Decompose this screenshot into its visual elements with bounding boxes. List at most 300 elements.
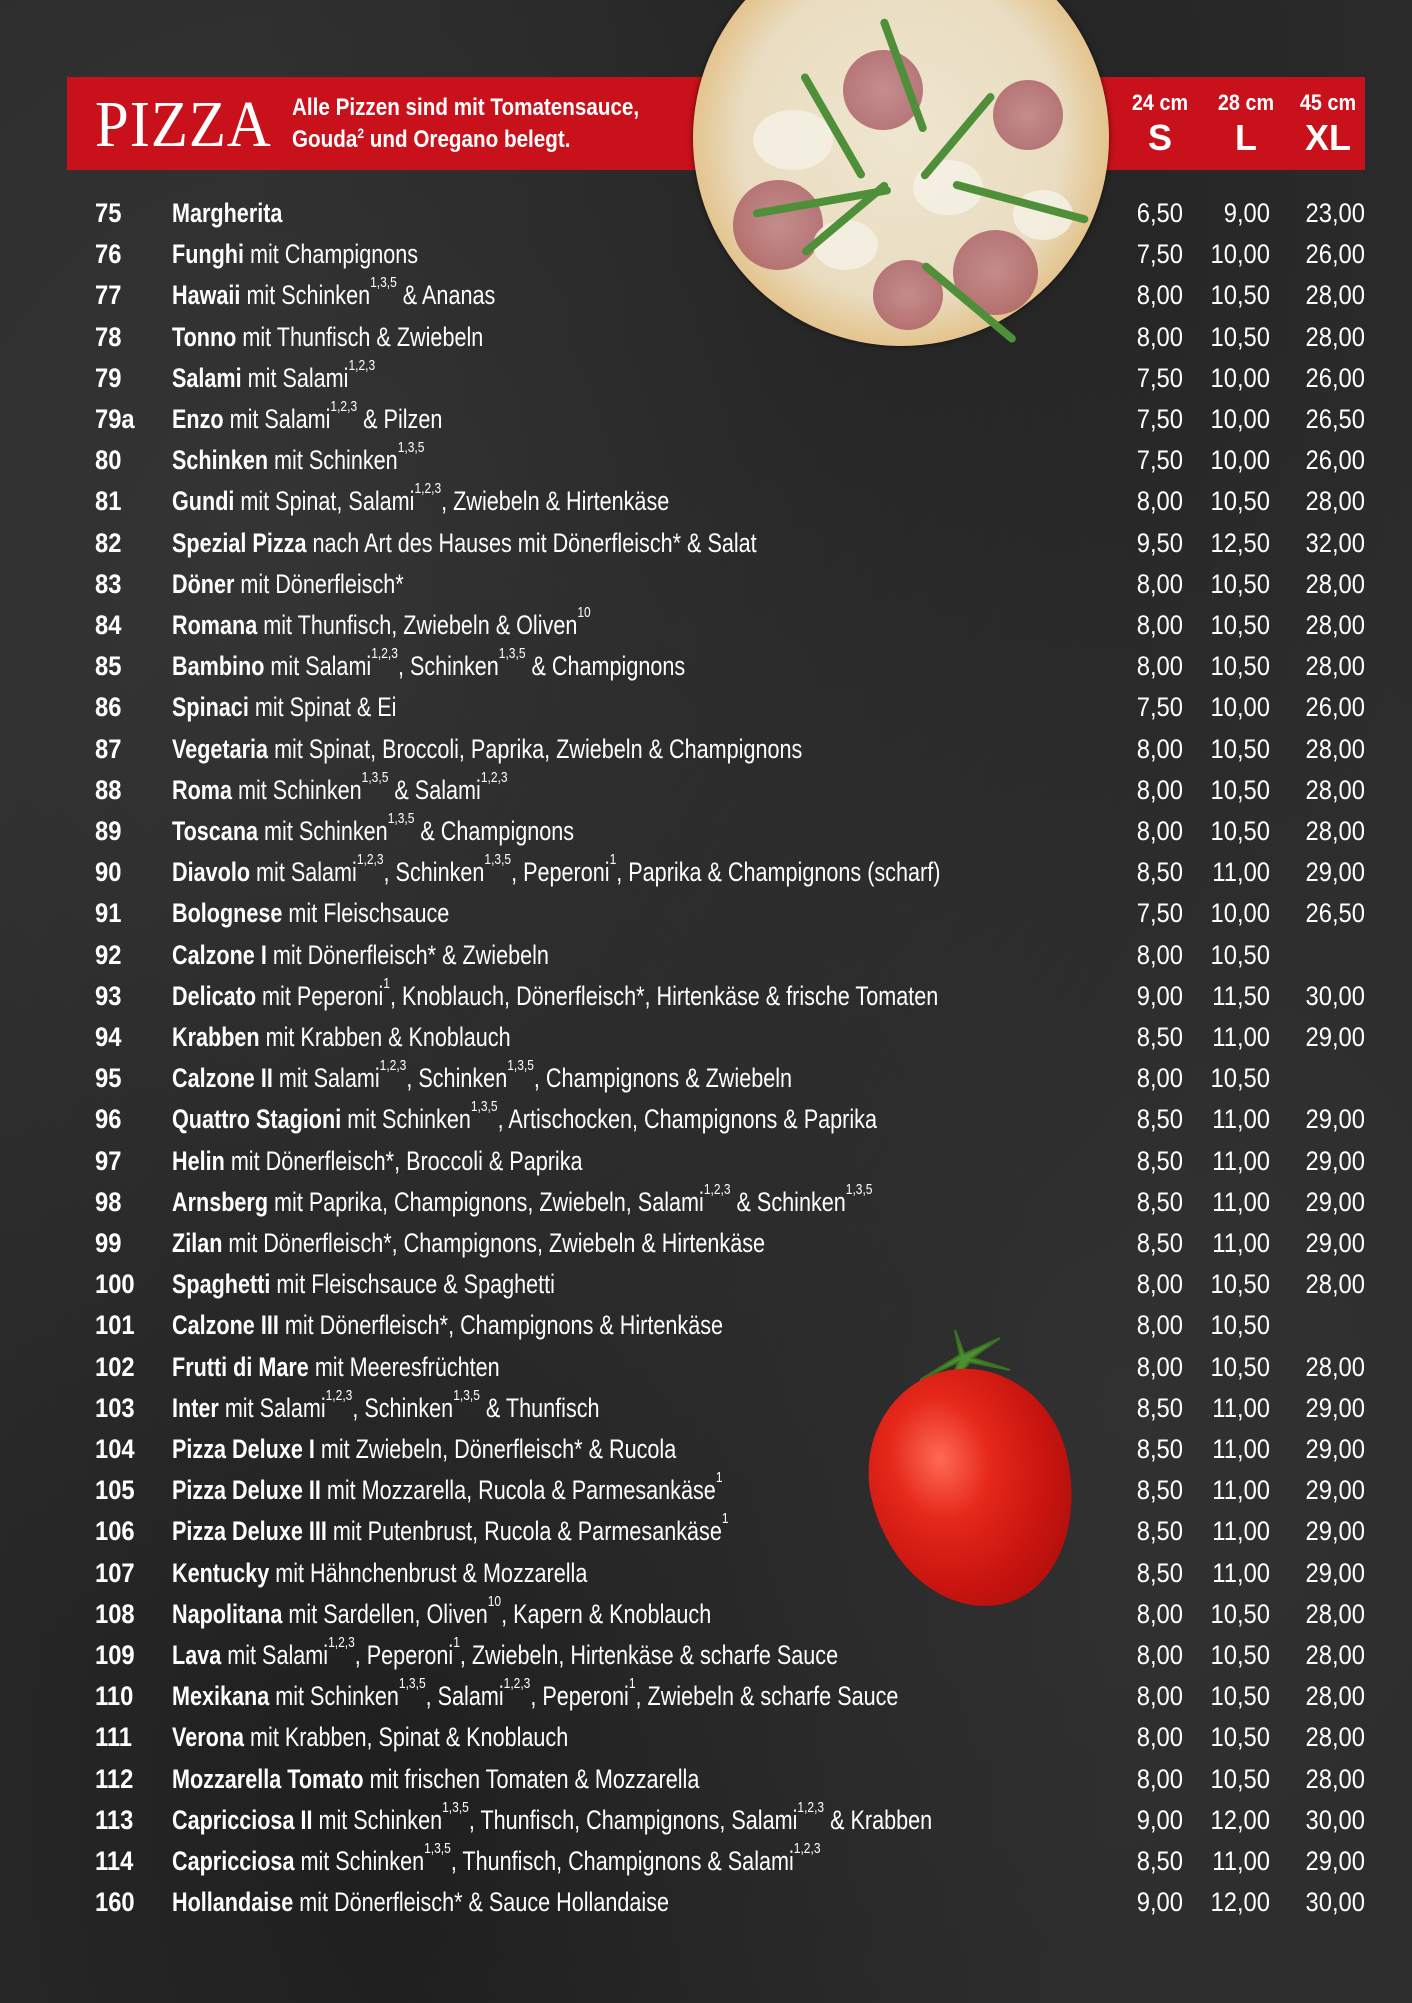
price-xl: 26,50 [1305, 898, 1365, 929]
price-xl: 29,00 [1305, 1186, 1365, 1217]
item-name: Hawaii [172, 280, 241, 311]
item-number: 108 [95, 1598, 135, 1629]
price-xl: 23,00 [1305, 198, 1365, 228]
item-name: Frutti di Mare [172, 1351, 309, 1382]
price-xl: 32,00 [1305, 527, 1365, 558]
allergen-footnote: 1,2,3 [797, 1798, 825, 1816]
price-l: 11,00 [1212, 1022, 1270, 1052]
item-number: 113 [95, 1804, 134, 1835]
menu-item-row [0, 399, 1412, 439]
item-ingredients: mit Hähnchenbrust & Mozzarella [269, 1557, 588, 1588]
item-description [172, 646, 685, 686]
item-description [172, 1347, 500, 1387]
item-number: 106 [95, 1516, 135, 1547]
item-description [172, 481, 669, 521]
item-description [172, 1017, 511, 1057]
item-number: 100 [95, 1269, 135, 1300]
item-ingredients: , Zwiebeln & Hirtenkäse [441, 486, 670, 517]
menu-item-row [0, 1717, 1412, 1757]
price-xl: 28,00 [1305, 1722, 1365, 1753]
price-xl: 28,00 [1305, 1763, 1365, 1794]
item-number: 97 [95, 1145, 122, 1176]
item-ingredients: , Peperoni [511, 857, 610, 888]
price-s: 7,50 [1136, 898, 1183, 929]
item-name: Pizza Deluxe II [172, 1475, 321, 1506]
item-ingredients: mit Spinat, Broccoli, Paprika, Zwiebeln & Champignons [268, 733, 803, 764]
item-ingredients: , Thunfisch, Champignons, Salami [468, 1804, 798, 1835]
item-description [172, 317, 483, 357]
item-ingredients: & Salami [388, 774, 481, 805]
item-description [172, 275, 495, 315]
item-ingredients: , Artischocken, Champignons & Paprika [497, 1104, 877, 1135]
price-l: 10,50 [1210, 651, 1270, 682]
price-l: 11,00 [1212, 1186, 1270, 1217]
allergen-footnote: 1 [721, 1510, 729, 1528]
price-l: 10,50 [1210, 1722, 1270, 1753]
item-number: 114 [95, 1846, 134, 1876]
price-xl: 28,00 [1305, 651, 1365, 682]
price-xl: 30,00 [1305, 1887, 1365, 1918]
price-l: 11,00 [1212, 1516, 1270, 1547]
price-xl: 28,00 [1305, 280, 1365, 311]
allergen-footnote: 1,3,5 [442, 1798, 469, 1816]
price-xl: 28,00 [1305, 1640, 1365, 1670]
price-s: 8,00 [1136, 1681, 1183, 1712]
item-name: Helin [172, 1145, 225, 1176]
item-number: 101 [95, 1310, 135, 1341]
menu-item-row [0, 1388, 1412, 1428]
price-s: 6,50 [1136, 198, 1183, 228]
price-s: 8,50 [1136, 1228, 1183, 1258]
menu-item-row [0, 1264, 1412, 1304]
price-l: 10,50 [1210, 1269, 1270, 1300]
item-description [172, 1058, 792, 1098]
price-s: 8,00 [1136, 939, 1183, 970]
price-l: 10,50 [1210, 610, 1270, 640]
item-ingredients: mit Dönerfleisch* & Sauce Hollandaise [293, 1887, 670, 1918]
price-s: 8,50 [1136, 1022, 1183, 1052]
item-description [172, 399, 442, 439]
item-name: Vegetaria [172, 733, 269, 764]
menu-item-row [0, 1594, 1412, 1634]
item-ingredients: mit Dönerfleisch*, Champignons & Hirtenkäse [278, 1310, 724, 1341]
price-s: 8,00 [1136, 1269, 1183, 1300]
item-name: Lava [172, 1640, 222, 1670]
item-description [172, 1264, 555, 1304]
item-ingredients: mit Schinken [268, 445, 398, 476]
item-description [172, 523, 757, 563]
allergen-footnote: 1,2,3 [356, 851, 384, 869]
allergen-footnote: 1 [609, 851, 617, 869]
item-description [172, 1511, 729, 1551]
subtitle-line-1: Alle Pizzen sind mit Tomatensauce, [292, 94, 640, 121]
price-xl: 29,00 [1305, 1475, 1365, 1506]
allergen-footnote: 1,3,5 [370, 274, 397, 292]
item-description [172, 1141, 583, 1181]
item-name: Kentucky [172, 1557, 270, 1588]
price-s: 8,00 [1136, 1063, 1183, 1094]
item-ingredients: mit Salami [264, 651, 372, 682]
allergen-footnote: 1,3,5 [498, 645, 526, 663]
item-ingredients: , Paprika & Champignons (scharf) [616, 857, 941, 888]
price-s: 7,50 [1136, 445, 1183, 476]
item-ingredients: mit frischen Tomaten & Mozzarella [363, 1763, 700, 1794]
price-xl: 29,00 [1305, 1145, 1365, 1176]
item-description [172, 976, 938, 1016]
price-s: 8,00 [1136, 733, 1183, 764]
item-ingredients: , Zwiebeln & scharfe Sauce [635, 1681, 899, 1712]
price-l: 10,50 [1210, 939, 1270, 970]
item-description [172, 1223, 765, 1263]
allergen-footnote: 1,2,3 [371, 645, 398, 663]
item-ingredients: mit Schinken [232, 774, 362, 805]
item-number: 83 [95, 568, 122, 599]
price-xl: 29,00 [1305, 1557, 1365, 1588]
price-s: 8,00 [1136, 651, 1183, 682]
price-l: 10,50 [1210, 1351, 1270, 1382]
price-s: 7,50 [1136, 362, 1183, 393]
item-ingredients: mit Schinken [341, 1104, 471, 1135]
item-name: Capricciosa [172, 1846, 295, 1876]
price-xl: 26,00 [1305, 692, 1365, 723]
item-ingredients: mit Putenbrust, Rucola & Parmesankäse [326, 1516, 722, 1547]
item-name: Napolitana [172, 1598, 283, 1629]
price-xl: 26,50 [1305, 404, 1365, 434]
page-title: PIZZA [95, 88, 272, 161]
menu-item-row [0, 729, 1412, 769]
price-l: 11,00 [1212, 1392, 1270, 1423]
allergen-footnote: 10 [487, 1592, 502, 1610]
price-l: 10,50 [1210, 486, 1270, 517]
item-ingredients: nach Art des Hauses mit Dönerfleisch* & Salat [306, 527, 757, 558]
price-s: 8,00 [1136, 568, 1183, 599]
item-number: 91 [95, 898, 122, 929]
price-xl: 28,00 [1305, 1351, 1365, 1382]
menu-item-row [0, 935, 1412, 975]
item-ingredients: , Peperoni [530, 1681, 629, 1712]
allergen-footnote: 1,3,5 [387, 810, 415, 827]
price-xl: 26,00 [1305, 362, 1365, 393]
price-s: 9,50 [1136, 527, 1183, 558]
price-l: 10,50 [1210, 1598, 1270, 1629]
item-number: 75 [95, 198, 122, 228]
item-name: Inter [172, 1392, 219, 1423]
price-l: 10,50 [1210, 1763, 1270, 1794]
item-ingredients: mit Salami [223, 404, 331, 434]
price-l: 10,50 [1210, 568, 1270, 599]
item-description [172, 234, 418, 274]
price-s: 8,50 [1136, 857, 1183, 888]
size-header-xl: 45 cm XL [1299, 90, 1357, 158]
item-ingredients: , Salami [425, 1681, 504, 1712]
menu-item-row [0, 440, 1412, 480]
menu-item-row [0, 1470, 1412, 1510]
price-l: 11,00 [1212, 1104, 1270, 1135]
price-l: 12,00 [1210, 1804, 1270, 1835]
price-xl: 29,00 [1305, 1516, 1365, 1547]
item-ingredients: mit Paprika, Champignons, Zwiebeln, Salami [268, 1186, 704, 1217]
item-description [172, 1594, 711, 1634]
item-number: 103 [95, 1392, 135, 1423]
allergen-footnote: 1,2,3 [348, 356, 376, 374]
item-ingredients: mit Krabben, Spinat & Knoblauch [244, 1722, 569, 1753]
price-s: 8,50 [1136, 1846, 1183, 1876]
item-number: 112 [95, 1763, 134, 1794]
price-l: 11,00 [1212, 1846, 1270, 1876]
menu-item-row [0, 1882, 1412, 1922]
allergen-footnote: 1,3,5 [424, 1840, 451, 1857]
item-number: 77 [95, 280, 122, 311]
item-number: 84 [95, 610, 122, 640]
item-name: Pizza Deluxe I [172, 1434, 315, 1464]
item-number: 98 [95, 1186, 122, 1217]
item-number: 105 [95, 1475, 135, 1506]
item-ingredients: , Peperoni [354, 1640, 454, 1670]
price-s: 7,50 [1136, 404, 1183, 434]
price-xl: 28,00 [1305, 1598, 1365, 1629]
item-description [172, 1635, 838, 1675]
price-s: 8,50 [1136, 1557, 1183, 1588]
item-ingredients: mit Mozzarella, Rucola & Parmesankäse [320, 1475, 716, 1506]
item-ingredients: mit Salami [250, 857, 357, 888]
item-description [172, 811, 574, 851]
price-xl: 29,00 [1305, 1392, 1365, 1423]
item-ingredients: mit Fleischsauce & Spaghetti [270, 1269, 555, 1300]
price-l: 10,50 [1210, 816, 1270, 846]
item-name: Hollandaise [172, 1887, 294, 1918]
size-header-l: 28 cm L [1217, 90, 1275, 158]
item-description [172, 1841, 821, 1881]
menu-item-row [0, 770, 1412, 810]
price-l: 10,00 [1210, 239, 1270, 270]
price-s: 8,00 [1136, 1310, 1183, 1341]
price-l: 11,00 [1212, 1434, 1270, 1464]
header-subtitle [292, 92, 653, 156]
item-number: 87 [95, 733, 122, 764]
price-s: 8,00 [1136, 321, 1183, 352]
item-ingredients: , Schinken [406, 1063, 508, 1094]
item-ingredients: mit Schinken [258, 816, 388, 846]
price-xl: 29,00 [1305, 1104, 1365, 1135]
menu-item-row [0, 523, 1412, 563]
item-ingredients: mit Peperoni [256, 980, 384, 1011]
price-l: 9,00 [1223, 198, 1270, 228]
item-ingredients: & Pilzen [357, 404, 443, 434]
allergen-footnote: 1,2,3 [325, 1386, 353, 1404]
menu-item-row [0, 1553, 1412, 1593]
price-l: 10,50 [1210, 280, 1270, 311]
price-s: 9,00 [1136, 1887, 1183, 1918]
price-s: 8,00 [1136, 486, 1183, 517]
price-l: 10,50 [1210, 1681, 1270, 1712]
price-l: 10,50 [1210, 733, 1270, 764]
item-ingredients: , Champignons & Zwiebeln [533, 1063, 793, 1094]
allergen-footnote: 1,3,5 [484, 851, 512, 869]
price-s: 8,50 [1136, 1145, 1183, 1176]
allergen-footnote: 1,3,5 [507, 1057, 534, 1075]
item-ingredients: & Champignons [414, 816, 575, 846]
item-name: Delicato [172, 980, 257, 1011]
price-xl: 28,00 [1305, 1681, 1365, 1712]
item-name: Salami [172, 362, 242, 393]
price-s: 8,50 [1136, 1186, 1183, 1217]
menu-item-row [0, 1759, 1412, 1799]
price-xl: 28,00 [1305, 321, 1365, 352]
item-description [172, 358, 375, 398]
item-name: Spinaci [172, 692, 249, 723]
item-number: 93 [95, 980, 122, 1011]
allergen-footnote: 1,2,3 [480, 768, 508, 786]
item-name: Margherita [172, 198, 283, 228]
price-l: 12,50 [1210, 527, 1270, 558]
item-ingredients: mit Spinat, Salami [234, 486, 415, 517]
item-name: Verona [172, 1722, 245, 1753]
allergen-footnote: 1,3,5 [361, 768, 389, 786]
item-name: Calzone III [172, 1310, 279, 1341]
menu-item-row [0, 564, 1412, 604]
item-name: Mozzarella Tomato [172, 1763, 364, 1794]
menu-item-row [0, 234, 1412, 274]
price-s: 8,50 [1136, 1104, 1183, 1135]
price-s: 8,00 [1136, 1640, 1183, 1670]
item-description [172, 935, 549, 975]
menu-item-row [0, 481, 1412, 521]
item-ingredients: mit Salami [272, 1063, 380, 1094]
item-name: Bambino [172, 651, 265, 682]
item-description [172, 1800, 932, 1840]
item-number: 110 [95, 1681, 134, 1712]
price-l: 12,00 [1210, 1887, 1270, 1918]
allergen-footnote: 1,2,3 [379, 1057, 407, 1075]
price-s: 9,00 [1136, 980, 1183, 1011]
item-ingredients: , Knoblauch, Dönerfleisch*, Hirtenkäse & frische Tomaten [389, 980, 939, 1011]
price-s: 8,00 [1136, 1598, 1183, 1629]
item-number: 92 [95, 939, 122, 970]
price-l: 11,00 [1212, 1557, 1270, 1588]
item-description [172, 1553, 587, 1593]
allergen-footnote: 10 [577, 604, 591, 621]
price-l: 11,00 [1212, 857, 1270, 888]
item-name: Gundi [172, 486, 235, 517]
item-description [172, 852, 940, 892]
item-ingredients: mit Dönerfleisch*, Champignons, Zwiebeln & Hirtenkäse [222, 1228, 766, 1258]
item-name: Pizza Deluxe III [172, 1516, 327, 1547]
price-l: 10,00 [1210, 404, 1270, 434]
allergen-footnote: 1,3,5 [397, 439, 425, 457]
price-l: 11,00 [1212, 1145, 1270, 1176]
price-xl: 28,00 [1305, 774, 1365, 805]
menu-item-row [0, 811, 1412, 851]
item-ingredients: mit Schinken [312, 1804, 443, 1835]
allergen-footnote: 1,2,3 [414, 480, 442, 498]
allergen-footnote: 1,2,3 [503, 1675, 531, 1693]
item-name: Roma [172, 774, 233, 805]
item-number: 111 [95, 1722, 133, 1753]
item-description [172, 1882, 669, 1922]
menu-item-row [0, 1429, 1412, 1469]
item-name: Tonno [172, 321, 237, 352]
item-number: 88 [95, 774, 122, 805]
item-number: 89 [95, 816, 122, 846]
allergen-footnote: 1 [628, 1675, 636, 1693]
item-name: Toscana [172, 816, 259, 846]
item-name: Calzone I [172, 939, 267, 970]
menu-item-row [0, 646, 1412, 686]
item-name: Zilan [172, 1228, 223, 1258]
item-name: Döner [172, 568, 235, 599]
item-ingredients: mit Schinken [269, 1681, 399, 1712]
allergen-footnote: 1 [383, 974, 390, 992]
item-number: 90 [95, 857, 122, 888]
item-ingredients: mit Meeresfrüchten [308, 1351, 500, 1382]
item-ingredients: , Zwiebeln, Hirtenkäse & scharfe Sauce [459, 1640, 839, 1670]
item-name: Romana [172, 610, 258, 640]
item-number: 99 [95, 1228, 122, 1258]
price-s: 8,50 [1136, 1434, 1183, 1464]
item-ingredients: mit Sardellen, Oliven [282, 1598, 488, 1629]
allergen-footnote: 1,3,5 [845, 1180, 873, 1198]
price-s: 8,50 [1136, 1475, 1183, 1506]
price-xl: 29,00 [1305, 1228, 1365, 1258]
item-ingredients: mit Thunfisch & Zwiebeln [236, 321, 484, 352]
price-s: 8,50 [1136, 1392, 1183, 1423]
item-description [172, 1388, 600, 1428]
price-xl: 28,00 [1305, 486, 1365, 517]
price-xl: 26,00 [1305, 445, 1365, 476]
price-l: 10,50 [1210, 1063, 1270, 1094]
price-xl: 29,00 [1305, 1434, 1365, 1464]
item-number: 160 [95, 1887, 135, 1918]
item-name: Funghi [172, 239, 244, 270]
menu-item-row [0, 1223, 1412, 1263]
allergen-footnote: 1,2,3 [793, 1840, 821, 1857]
allergen-footnote: 1,3,5 [470, 1098, 498, 1116]
item-name: Mexikana [172, 1681, 270, 1712]
item-name: Capricciosa II [172, 1804, 313, 1835]
item-description [172, 1717, 568, 1757]
item-name: Diavolo [172, 857, 251, 888]
price-s: 8,00 [1136, 1722, 1183, 1753]
item-description [172, 605, 591, 645]
price-l: 11,00 [1212, 1228, 1270, 1258]
allergen-footnote: 1,3,5 [398, 1675, 426, 1693]
menu-item-row [0, 1141, 1412, 1181]
item-number: 86 [95, 692, 122, 723]
menu-item-row [0, 976, 1412, 1016]
item-ingredients: mit Schinken [240, 280, 371, 311]
menu-item-row [0, 358, 1412, 398]
item-description [172, 1759, 699, 1799]
price-xl: 29,00 [1305, 1846, 1365, 1876]
item-number: 80 [95, 445, 122, 476]
item-number: 78 [95, 321, 122, 352]
item-ingredients: mit Salami [221, 1640, 329, 1670]
price-l: 11,50 [1212, 980, 1270, 1011]
price-s: 8,00 [1136, 280, 1183, 311]
item-ingredients: , Schinken [383, 857, 485, 888]
menu-item-row [0, 687, 1412, 727]
price-s: 8,00 [1136, 774, 1183, 805]
item-description [172, 564, 404, 604]
price-l: 10,50 [1210, 1640, 1270, 1670]
item-ingredients: mit Champignons [243, 239, 419, 270]
item-ingredients: mit Dönerfleisch*, Broccoli & Paprika [224, 1145, 583, 1176]
price-l: 11,00 [1212, 1475, 1270, 1506]
item-name: Arnsberg [172, 1186, 269, 1217]
menu-item-row [0, 1099, 1412, 1139]
item-number: 107 [95, 1557, 135, 1588]
price-xl: 28,00 [1305, 610, 1365, 640]
